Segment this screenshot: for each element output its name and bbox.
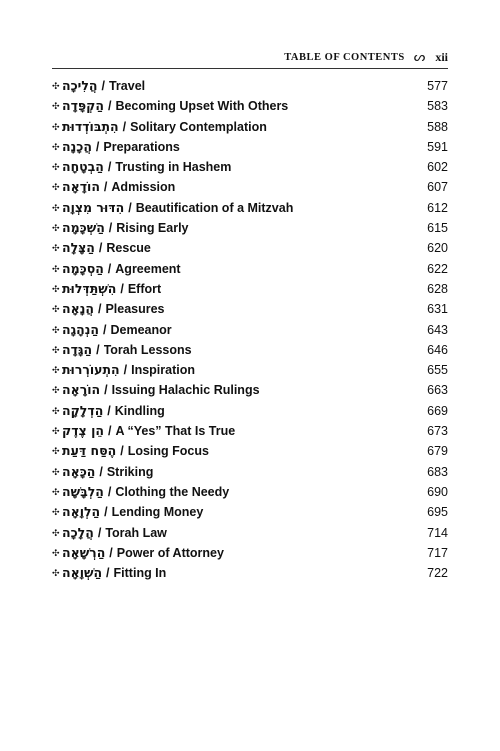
- entry-separator: /: [107, 261, 112, 276]
- entry-hebrew-title: הַנְהָגָה: [62, 321, 100, 337]
- entry-page-number: 669: [427, 403, 448, 418]
- entry-english-title: Inspiration: [131, 363, 196, 378]
- toc-entry[interactable]: [52, 401, 448, 421]
- diamond-bullet-icon: ✣: [52, 426, 60, 437]
- entry-hebrew-title: הֵן צֶדֶק: [62, 423, 104, 439]
- toc-entry[interactable]: [52, 279, 448, 299]
- entry-page-number: 695: [427, 505, 448, 520]
- entry-english-title: Admission: [111, 180, 176, 195]
- entry-english-title: Rising Early: [116, 221, 189, 236]
- entry-separator: /: [97, 525, 102, 540]
- toc-entry[interactable]: [52, 502, 448, 522]
- entry-page-number: 607: [427, 180, 448, 195]
- entry-page-number: 622: [427, 261, 448, 276]
- toc-entry[interactable]: [52, 259, 448, 279]
- entry-page-number: 588: [427, 119, 448, 134]
- entry-page-number: 690: [427, 484, 448, 499]
- toc-entry[interactable]: [52, 523, 448, 543]
- entry-page-number: 714: [427, 525, 448, 540]
- toc-entry[interactable]: [52, 218, 448, 238]
- entry-separator: /: [108, 221, 113, 236]
- entry-english-title: Trusting in Hashem: [115, 160, 232, 175]
- entry-english-title: Losing Focus: [127, 444, 209, 459]
- diamond-bullet-icon: ✣: [52, 243, 60, 254]
- entry-hebrew-title: הַבְטָחָה: [62, 159, 104, 175]
- entry-english-title: Pleasures: [105, 302, 165, 317]
- diamond-bullet-icon: ✣: [52, 324, 60, 335]
- entry-hebrew-title: הֲכָנָה: [62, 138, 92, 154]
- entry-hebrew-title: הוֹרָאָה: [62, 382, 101, 398]
- entry-separator: /: [95, 139, 100, 154]
- diamond-bullet-icon: ✣: [52, 446, 60, 457]
- entry-english-title: A “Yes” That Is True: [115, 424, 236, 439]
- entry-page-number: 591: [427, 139, 448, 154]
- entry-english-title: Agreement: [115, 261, 181, 276]
- entry-hebrew-title: הִתְעוֹרְרוּת: [62, 362, 120, 378]
- entry-hebrew-title: הִתְבּוֹדְדוּת: [62, 118, 119, 134]
- entry-separator: /: [120, 444, 124, 459]
- diamond-bullet-icon: ✣: [52, 101, 60, 112]
- entry-page-number: 722: [427, 566, 448, 581]
- entry-hebrew-title: הַסְכָּמָה: [62, 260, 104, 276]
- toc-entry[interactable]: [52, 198, 448, 218]
- entry-page-number: 615: [427, 221, 448, 236]
- diamond-bullet-icon: ✣: [52, 263, 60, 274]
- entry-page-number: 646: [427, 342, 448, 357]
- entry-separator: /: [101, 79, 105, 93]
- entry-hebrew-title: הֶסַּח דַּעַת: [62, 443, 117, 459]
- diamond-bullet-icon: ✣: [52, 486, 60, 497]
- entry-separator: /: [107, 484, 112, 499]
- entry-english-title: Fitting In: [113, 566, 167, 581]
- entry-page-number: 612: [427, 200, 448, 215]
- entry-page-number: 673: [427, 424, 448, 439]
- entry-page-number: 628: [427, 281, 448, 296]
- diamond-bullet-icon: ✣: [52, 568, 60, 579]
- entry-page-number: 583: [427, 99, 448, 114]
- diamond-bullet-icon: ✣: [52, 81, 60, 91]
- entry-page-number: 602: [427, 160, 448, 175]
- diamond-bullet-icon: ✣: [52, 527, 60, 538]
- entry-hebrew-title: הוֹדָאָה: [62, 179, 100, 195]
- entry-page-number: 655: [427, 363, 448, 378]
- diamond-bullet-icon: ✣: [52, 344, 60, 355]
- ornament-icon: ᔕ: [413, 49, 426, 65]
- toc-entry[interactable]: [52, 320, 448, 340]
- page-header: [52, 46, 448, 69]
- toc-entry[interactable]: [52, 340, 448, 360]
- toc-entry[interactable]: [52, 76, 448, 96]
- entry-page-number: 577: [427, 79, 448, 93]
- entry-hebrew-title: הַגָּדָה: [62, 341, 93, 357]
- entry-english-title: Lending Money: [111, 505, 204, 520]
- entry-page-number: 620: [427, 241, 448, 256]
- entry-hebrew-title: הֲלִיכָה: [62, 78, 98, 93]
- entry-english-title: Clothing the Needy: [115, 484, 230, 499]
- entry-english-title: Demeanor: [110, 322, 172, 337]
- entry-separator: /: [107, 424, 112, 439]
- page-number: xii: [435, 49, 448, 64]
- diamond-bullet-icon: ✣: [52, 385, 60, 396]
- entry-hebrew-title: הַרְשָׁאָה: [62, 544, 106, 560]
- entry-separator: /: [120, 281, 124, 296]
- diamond-bullet-icon: ✣: [52, 283, 60, 294]
- diamond-bullet-icon: ✣: [52, 466, 60, 477]
- entry-hebrew-title: הַדְלָקָה: [62, 402, 104, 418]
- entry-separator: /: [109, 545, 113, 560]
- entry-english-title: Issuing Halachic Rulings: [111, 383, 260, 398]
- entry-hebrew-title: הִשְׁתַּדְּלוּת: [62, 280, 117, 296]
- toc-entry[interactable]: [52, 380, 448, 400]
- toc-entry[interactable]: [52, 441, 448, 461]
- entry-separator: /: [122, 119, 127, 134]
- diamond-bullet-icon: ✣: [52, 182, 60, 193]
- entry-english-title: Travel: [108, 79, 146, 93]
- entry-hebrew-title: הַשְׁוָאָה: [62, 565, 103, 581]
- entry-hebrew-title: הַכָּאָה: [62, 463, 96, 479]
- entry-separator: /: [96, 342, 100, 357]
- header-title: TABLE OF CONTENTS: [284, 51, 405, 63]
- entry-separator: /: [107, 160, 112, 175]
- entry-hebrew-title: הֲלָכָה: [62, 524, 94, 540]
- entry-hebrew-title: הַלְבָּשָׁה: [62, 483, 104, 499]
- entry-page-number: 679: [427, 444, 448, 459]
- diamond-bullet-icon: ✣: [52, 365, 60, 376]
- entry-page-number: 631: [427, 302, 448, 317]
- toc-entry[interactable]: [52, 563, 448, 583]
- entry-page-number: 643: [427, 322, 448, 337]
- entry-page-number: 683: [427, 464, 448, 479]
- entry-page-number: 663: [427, 383, 448, 398]
- diamond-bullet-icon: ✣: [52, 202, 60, 213]
- table-of-contents: [52, 76, 448, 583]
- entry-separator: /: [104, 505, 108, 520]
- toc-entry[interactable]: [52, 543, 448, 563]
- toc-entry[interactable]: [52, 421, 448, 441]
- entry-english-title: Torah Law: [105, 525, 167, 540]
- entry-english-title: Beautification of a Mitzvah: [135, 200, 294, 215]
- entry-english-title: Power of Attorney: [116, 545, 224, 560]
- entry-page-number: 717: [427, 545, 448, 560]
- diamond-bullet-icon: ✣: [52, 405, 60, 416]
- diamond-bullet-icon: ✣: [52, 223, 60, 234]
- entry-separator: /: [103, 180, 108, 195]
- toc-entry[interactable]: [52, 96, 448, 116]
- entry-english-title: Torah Lessons: [103, 342, 192, 357]
- toc-entry[interactable]: [52, 360, 448, 380]
- entry-separator: /: [107, 99, 112, 114]
- entry-english-title: Preparations: [103, 139, 180, 154]
- diamond-bullet-icon: ✣: [52, 507, 60, 518]
- entry-separator: /: [97, 302, 102, 317]
- entry-english-title: Solitary Contemplation: [130, 119, 267, 134]
- entry-hebrew-title: הַלְוָאָה: [62, 504, 101, 520]
- entry-hebrew-title: הַקְפָּדָה: [62, 98, 104, 114]
- entry-separator: /: [98, 241, 103, 256]
- entry-separator: /: [99, 464, 103, 479]
- toc-entry[interactable]: [52, 157, 448, 177]
- toc-entry[interactable]: [52, 462, 448, 482]
- entry-hebrew-title: הַצָּלָה: [62, 240, 95, 256]
- entry-separator: /: [104, 383, 108, 398]
- entry-english-title: Becoming Upset With Others: [115, 99, 289, 114]
- entry-english-title: Effort: [127, 281, 162, 296]
- entry-english-title: Striking: [106, 464, 154, 479]
- entry-hebrew-title: הִדּוּר מִצְוָה: [62, 199, 125, 215]
- entry-separator: /: [103, 322, 107, 337]
- toc-entry[interactable]: [52, 117, 448, 137]
- entry-english-title: Rescue: [106, 241, 151, 256]
- diamond-bullet-icon: ✣: [52, 121, 60, 132]
- entry-separator: /: [106, 566, 110, 581]
- diamond-bullet-icon: ✣: [52, 162, 60, 173]
- toc-entry[interactable]: [52, 482, 448, 502]
- entry-english-title: Kindling: [114, 403, 165, 418]
- entry-separator: /: [107, 403, 111, 418]
- diamond-bullet-icon: ✣: [52, 547, 60, 558]
- toc-entry[interactable]: [52, 137, 448, 157]
- entry-separator: /: [128, 200, 132, 215]
- entry-separator: /: [123, 363, 128, 378]
- toc-entry[interactable]: [52, 299, 448, 319]
- toc-entry[interactable]: [52, 238, 448, 258]
- toc-entry[interactable]: [52, 177, 448, 197]
- diamond-bullet-icon: ✣: [52, 304, 60, 315]
- entry-hebrew-title: הֲנָאָה: [62, 301, 94, 317]
- entry-hebrew-title: הַשְׁכָּמָה: [62, 220, 105, 236]
- diamond-bullet-icon: ✣: [52, 141, 60, 152]
